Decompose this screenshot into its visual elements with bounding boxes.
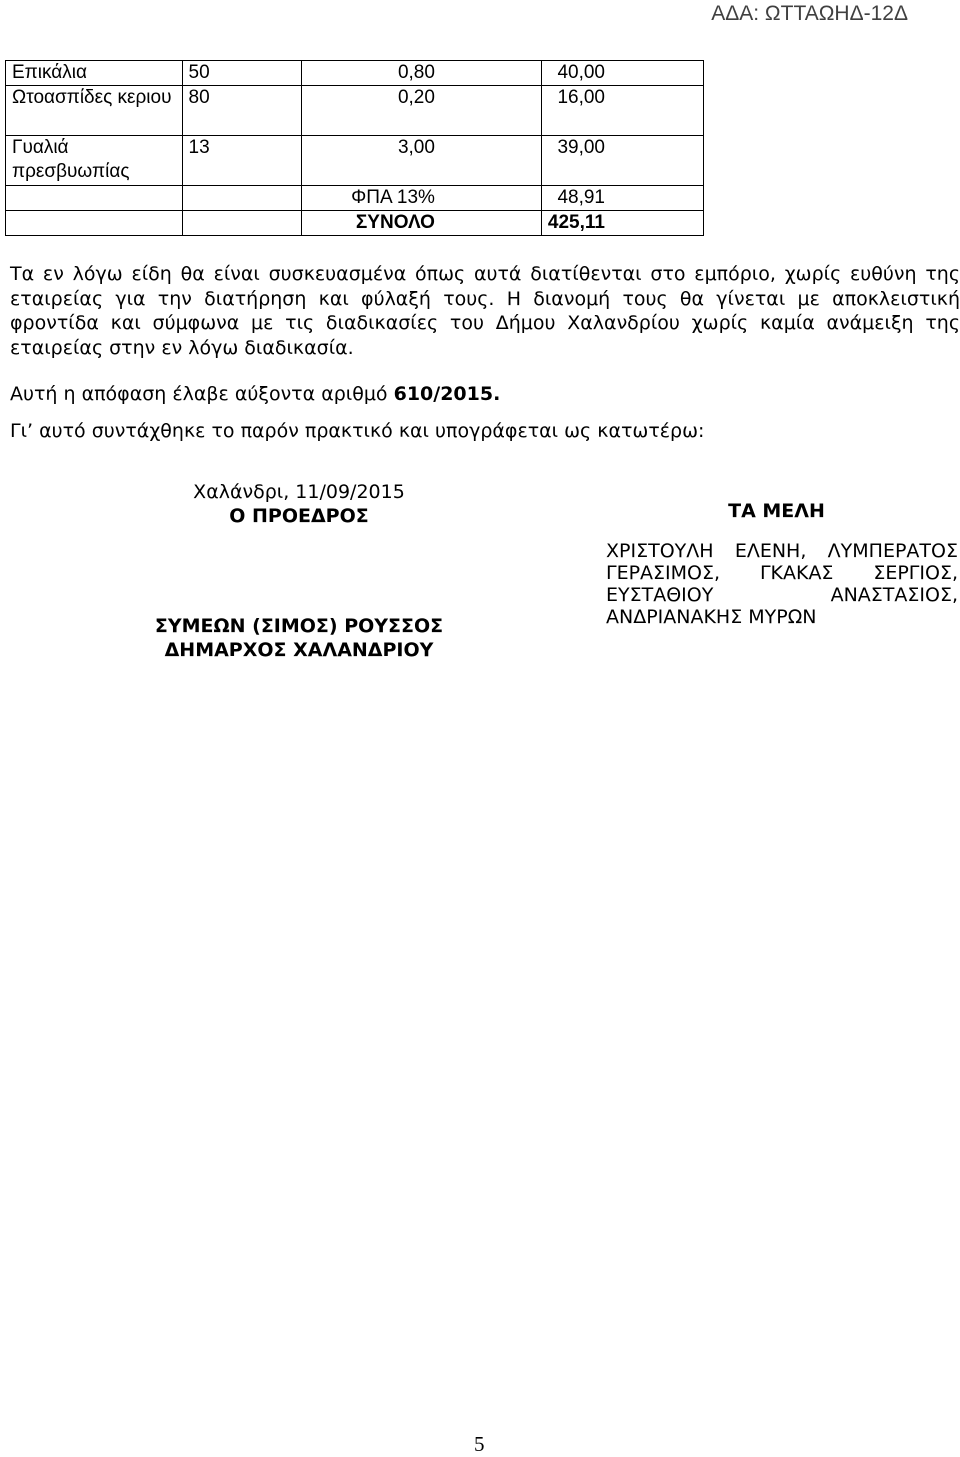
table-row-total (6, 211, 704, 236)
page-number: 5 (474, 1432, 485, 1456)
item-quantity: 50 (182, 61, 302, 86)
place-date: Χαλάνδρι, 11/09/2015 (193, 481, 405, 503)
decision-number: 610/2015. (393, 383, 501, 405)
members-signature-block (606, 500, 958, 628)
total-label: ΣΥΝΟΛΟ (302, 211, 542, 236)
item-total: 40,00 (541, 61, 703, 86)
item-name: Ωτοασπίδες κεριου (6, 86, 183, 136)
item-name: Γυαλιά πρεσβυωπίας (6, 136, 183, 186)
table-row-vat (6, 186, 704, 211)
decision-text: Αυτή η απόφαση έλαβε αύξοντα αριθμό (10, 383, 394, 405)
vat-label: ΦΠΑ 13% (302, 186, 542, 211)
body-paragraph: Τα εν λόγω είδη θα είναι συσκευασμένα όπως αυτά διατίθενται στο εμπόριο, χωρίς ευθύνη της εταιρείας για την διατήρηση και φύλαξή τους. Η διανομή τους θα γίνεται με αποκλειστική φροντίδα και σύμφωνα με τις διαδικασίες του Δήμου Χαλανδρίου χωρίς καμία ανάμειξη της εταιρείας στην εν λόγω διαδικασία. (10, 263, 960, 359)
item-quantity: 80 (182, 86, 302, 136)
vat-value: 48,91 (541, 186, 703, 211)
items-table (5, 60, 704, 236)
closing-paragraph: Γι’ αυτό συντάχθηκε το παρόν πρακτικό και υπογράφεται ως κατωτέρω: (10, 420, 705, 442)
total-value: 425,11 (541, 211, 703, 236)
item-unit-price: 0,80 (302, 61, 542, 86)
table-row (6, 61, 704, 86)
president-name: ΣΥΜΕΩΝ (ΣΙΜΟΣ) ΡΟΥΣΣΟΣ (154, 615, 444, 637)
decision-number-paragraph (10, 382, 960, 407)
president-signature-block (140, 480, 458, 662)
table-row (6, 136, 704, 186)
members-title: ΤΑ ΜΕΛΗ (728, 500, 825, 522)
item-quantity: 13 (182, 136, 302, 186)
president-title: Ο ΠΡΟΕΔΡΟΣ (229, 505, 369, 527)
item-unit-price: 3,00 (302, 136, 542, 186)
president-role: ΔΗΜΑΡΧΟΣ ΧΑΛΑΝΔΡΙΟΥ (164, 639, 434, 661)
ada-code: ΑΔΑ: ΩΤΤΑΩΗΔ-12Δ (711, 2, 908, 25)
item-unit-price: 0,20 (302, 86, 542, 136)
item-name: Επικάλια (6, 61, 183, 86)
members-list: ΧΡΙΣΤΟΥΛΗ ΕΛΕΝΗ, ΛΥΜΠΕΡΑΤΟΣ ΓΕΡΑΣΙΜΟΣ, ΓΚΑΚΑΣ ΣΕΡΓΙΟΣ, ΕΥΣΤΑΘΙΟΥ ΑΝΑΣΤΑΣΙΟΣ, ΑΝΔΡΙΑΝΑΚΗΣ ΜΥΡΩΝ (606, 540, 958, 628)
table-row (6, 86, 704, 136)
item-total: 16,00 (541, 86, 703, 136)
item-total: 39,00 (541, 136, 703, 186)
